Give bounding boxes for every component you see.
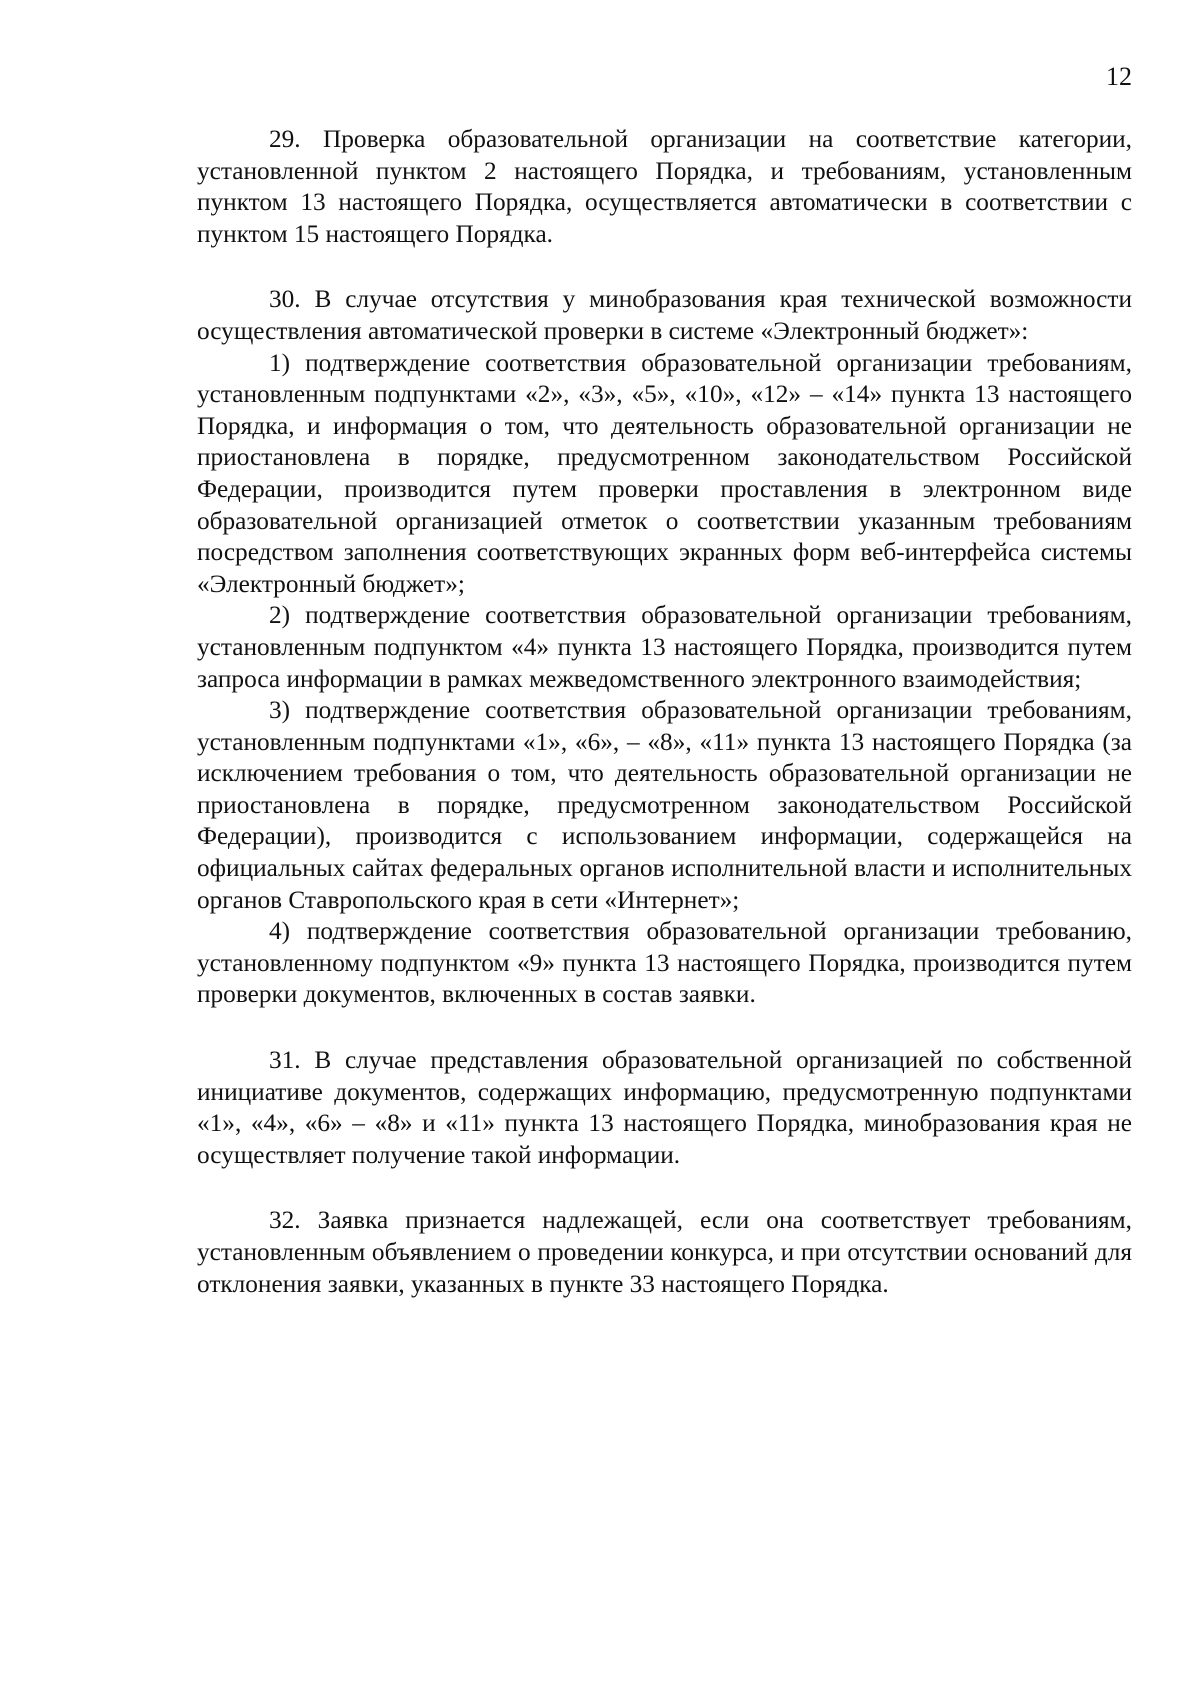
paragraph-31: 31. В случае представления образовательной организацией по собственной инициативе документов, содержащих информацию, предусмотренную подпунктами «1», «4», «6» – «8» и «11» пункта 13 настоящего Порядка, минобразования края не осуществляет получение такой информации. <box>197 1046 1132 1169</box>
paragraph-30-item-3: 3) подтверждение соответствия образовательной организации требованиям, установленным подпунктами «1», «6», – «8», «11» пункта 13 настоящего Порядка (за исключением требования о том, что деятельность образовательной организации не приостановлена в порядке, предусмотренном законодательством Российской Федерации), производится с использованием информации, содержащейся на официальных сайтах федеральных органов исполнительной власти и исполнительных органов Ставропольского края в сети «Интернет»; <box>197 696 1132 914</box>
paragraph-30: 30. В случае отсутствия у минобразования края технической возможности осуществления автоматической проверки в системе «Электронный бюджет»: <box>197 285 1132 345</box>
paragraph-32: 32. Заявка признается надлежащей, если она соответствует требованиям, установленным объявлением о проведении конкурса, и при отсутствии оснований для отклонения заявки, указанных в пункте 33 настоящего Порядка. <box>197 1206 1132 1298</box>
paragraph-30-item-4: 4) подтверждение соответствия образовательной организации требованию, установленному подпунктом «9» пункта 13 настоящего Порядка, производится путем проверки документов, включенных в состав заявки. <box>197 917 1132 1009</box>
document-body <box>197 124 1132 1300</box>
paragraph-29: 29. Проверка образовательной организации на соответствие категории, установленной пунктом 2 настоящего Порядка, и требованиям, установленным пунктом 13 настоящего Порядка, осуществляется автоматически в соответствии с пунктом 15 настоящего Порядка. <box>197 125 1132 248</box>
page-number: 12 <box>1106 62 1132 91</box>
paragraph-30-item-1: 1) подтверждение соответствия образовательной организации требованиям, установленным подпунктами «2», «3», «5», «10», «12» – «14» пункта 13 настоящего Порядка, и информация о том, что деятельность образовательной организации не приостановлена в порядке, предусмотренном законодательством Российской Федерации, производится путем проверки проставления в электронном виде образовательной организацией отметок о соответствии указанным требованиям посредством заполнения соответствующих экранных форм веб-интерфейса системы «Электронный бюджет»; <box>197 348 1132 598</box>
paragraph-30-item-2: 2) подтверждение соответствия образовательной организации требованиям, установленным подпунктом «4» пункта 13 настоящего Порядка, производится путем запроса информации в рамках межведомственного электронного взаимодействия; <box>197 601 1132 693</box>
